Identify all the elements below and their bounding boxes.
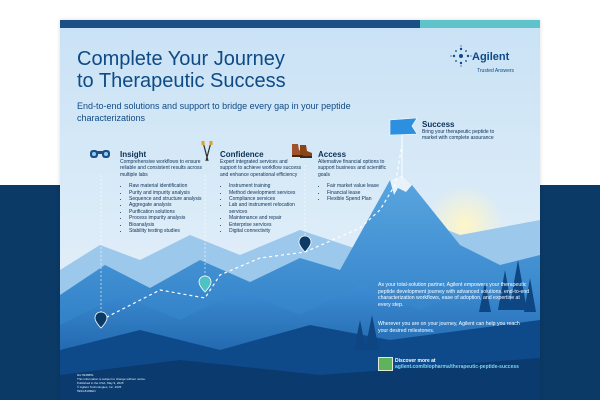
list-item: • Purity and impurity analysis: [129, 190, 205, 196]
title-line-2: to Therapeutic Success: [77, 70, 286, 92]
hiking-boots-icon: [290, 142, 314, 158]
fineprint-line: 5994-8199EN: [77, 389, 96, 393]
qr-code-icon: [378, 357, 393, 371]
list-item: • Flexible Spend Plan: [327, 196, 398, 202]
title-line-1: Complete Your Journey: [77, 48, 285, 70]
list-item: • Stability testing studies: [129, 228, 205, 234]
list-item: • Process impurity analysis: [129, 215, 205, 221]
section-insight-list: [120, 183, 205, 234]
section-success-desc: Bring your therapeutic peptide to market with complete assurance: [422, 129, 495, 142]
list-item: • Method development services: [229, 190, 305, 196]
section-success-title: Success: [422, 120, 455, 129]
section-access-list: [318, 183, 398, 202]
brand-tagline: Trusted Answers: [477, 68, 515, 74]
footer-paragraph-2: Wherever you are on your journey, Agilent can help you reach your desired milestones.: [378, 321, 520, 334]
list-item: • Purification solutions: [129, 209, 205, 215]
agilent-spark-logo: [450, 45, 472, 67]
list-item: • Maintenance and repair: [229, 215, 305, 221]
list-item: • Fair market value lease: [327, 183, 398, 189]
section-confidence: [220, 150, 305, 234]
fineprint-line: This information is subject to change without notice.: [77, 377, 146, 381]
list-item: • Instrument training: [229, 183, 305, 189]
trekking-poles-icon: [200, 140, 214, 162]
section-access-title: Access: [318, 150, 347, 159]
fineprint: [77, 373, 197, 393]
section-confidence-list: [220, 183, 305, 234]
list-item: • Compliance services: [229, 196, 305, 202]
binoculars-icon: [89, 147, 111, 159]
discover-link[interactable]: agilent.com/biopharma/therapeutic-peptide-success: [395, 364, 519, 370]
list-item: • Financial lease: [327, 190, 398, 196]
page-subtitle: End-to-end solutions and support to bridge every gap in your peptide characterizations: [77, 101, 351, 123]
section-access-desc: Alternative financial options to support business and scientific goals: [318, 159, 387, 178]
discover-block: [395, 358, 535, 370]
infographic-poster: [60, 20, 540, 400]
list-item: • Sequence and structure analysis: [129, 196, 205, 202]
footer-paragraph-1: As your total-solution partner, Agilent empowers your therapeutic peptide development journey with advanced solutions, end-to-end characterization workflows, ease of adoption, and expertise at every step.: [378, 282, 530, 308]
section-insight: [120, 150, 205, 234]
brand-name: Agilent: [472, 51, 510, 63]
page-title: [77, 48, 347, 92]
brand-logo: [450, 45, 530, 90]
section-access: [318, 150, 398, 202]
list-item: • Lab and instrument relocation services: [229, 202, 305, 215]
section-insight-title: Insight: [120, 150, 147, 159]
section-insight-desc: Comprehensive workflows to ensure reliable and consistent results across multiple labs: [120, 159, 202, 178]
fineprint-line: Published in the USA, May 9, 2025: [77, 381, 124, 385]
discover-label: Discover more at: [395, 358, 436, 364]
list-item: • Bioanalysis: [129, 222, 205, 228]
fineprint-line: RA.5948851: [77, 373, 94, 377]
list-item: • Enterprise services: [229, 222, 305, 228]
section-confidence-desc: Expert integrated services and support to achieve workflow success and enhance operational efficiency: [220, 159, 302, 178]
list-item: • Digital connectivity: [229, 228, 305, 234]
list-item: • Aggregate analysis: [129, 202, 205, 208]
section-confidence-title: Confidence: [220, 150, 264, 159]
section-success: [422, 120, 504, 142]
fineprint-line: © Agilent Technologies, Inc. 2025: [77, 385, 122, 389]
list-item: • Raw material identification: [129, 183, 205, 189]
